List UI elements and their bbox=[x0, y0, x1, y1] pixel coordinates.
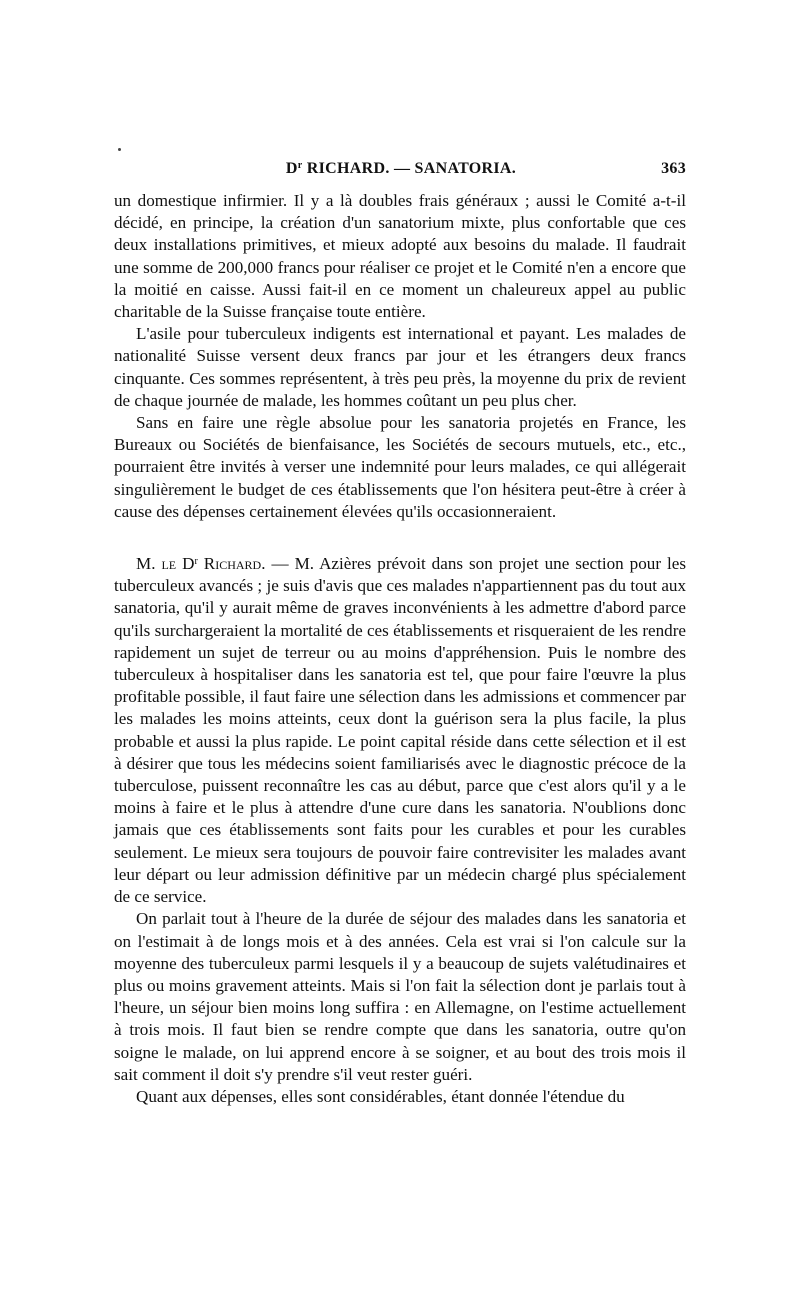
speech-text: M. Azières prévoit dans son projet une section pour les tuberculeux avancés ; je suis d'avis que ces malades n'appartiennent pas du tout aux sanatoria, qu'il y aurait même de graves inconvénients à les admettre d'abord parce qu'ils surchargeraient la mortalité de ces établissements et risqueraient de les rendre rapidement un sujet de terreur ou au moins d'appréhension. Puis le nombre des tuberculeux à hospitaliser dans les sanatoria est tel, que pour faire l'œuvre la plus profitable possible, il faut faire une sélection dans les admissions et commencer par les malades les moins atteints, ceux dont la guérison sera la plus facile, la plus probable et aussi la plus rapide. Le point capital réside dans cette sélection et il est à désirer que tous les médecins soient familiarisés avec le diagnostic précoce de la tuberculose, puissent reconnaître les cas au début, parce que c'est alors qu'il y a le moins à faire et le plus à attendre d'une cure dans les sanatoria. N'oublions donc jamais que ces établissements sont faits pour les curables et pour les curables seulement. Le mieux sera toujours de pouvoir faire contrevisiter les malades avant leur départ ou leur admission définitive par un médecin chargé plus spécialement de ce service. bbox=[114, 554, 686, 907]
body-text bbox=[114, 190, 686, 1108]
title-main: RICHARD. — SANATORIA. bbox=[302, 160, 517, 177]
paragraph-2: L'asile pour tuberculeux indigents est international et payant. Les malades de nationalité Suisse versent deux francs par jour et les étrangers deux francs cinquante. Ces sommes représentent, à très peu près, la moyenne du prix de revient de chaque journée de malade, les hommes coûtant un peu plus cher. bbox=[114, 324, 686, 410]
title-prefix: D bbox=[285, 160, 298, 177]
running-head bbox=[116, 160, 686, 186]
page-number: 363 bbox=[661, 160, 686, 177]
paragraph-1: un domestique infirmier. Il y a là doubles frais généraux ; aussi le Comité a-t-il décidé, en principe, la création d'un sanatorium mixte, plus confortable que ces deux installations primitives, et mieux adopté aux besoins du malade. Il faudrait une somme de 200,000 francs pour réaliser ce projet et le Comité n'en a encore que la moitié en caisse. Aussi fait-il en ce moment un chaleureux appel au public charitable de la Suisse française toute entière. bbox=[114, 191, 686, 322]
paragraph-3: Sans en faire une règle absolue pour les sanatoria projetés en France, les Bureaux ou Sociétés de bienfaisance, les Sociétés de secours mutuels, etc., etc., pourraient être invités à verser une indemnité pour leurs malades, ce qui allégerait singulièrement le budget de ces établissements que l'on hésitera peut-être à créer à cause des dépenses certainement élevées qu'ils occasionneraient. bbox=[114, 413, 686, 521]
speech-dash: — bbox=[265, 554, 295, 574]
speaker-name: Richard. bbox=[197, 554, 266, 574]
page-mark bbox=[118, 148, 121, 151]
speaker-label bbox=[136, 554, 265, 573]
paragraph-4: On parlait tout à l'heure de la durée de séjour des malades dans les sanatoria et on l'estimait à de longs mois et à des années. Cela est vrai si l'on calcule sur la moyenne des tuberculeux parmi lesquels il y a beaucoup de sujets valétudinaires et plus ou moins gravement atteints. Mais si l'on fait la sélection dont je parlais tout à l'heure, un séjour bien moins long suffira : en Allemagne, on l'estime actuellement à trois mois. Il faut bien se rendre compte que dans les sanatoria, outre qu'on soigne le malade, on lui apprend encore à se soigner, et au bout des trois mois il sait comment il doit s'y prendre s'il veut rester guéri. bbox=[114, 909, 686, 1084]
title-superscript: r bbox=[297, 160, 303, 171]
speaker-superscript: r bbox=[194, 556, 198, 568]
running-title bbox=[116, 160, 686, 178]
speech-paragraph bbox=[114, 551, 686, 908]
paragraph-5: Quant aux dépenses, elles sont considérables, étant donnée l'étendue du bbox=[136, 1086, 625, 1106]
speaker-prefix: M. le D bbox=[136, 554, 195, 574]
